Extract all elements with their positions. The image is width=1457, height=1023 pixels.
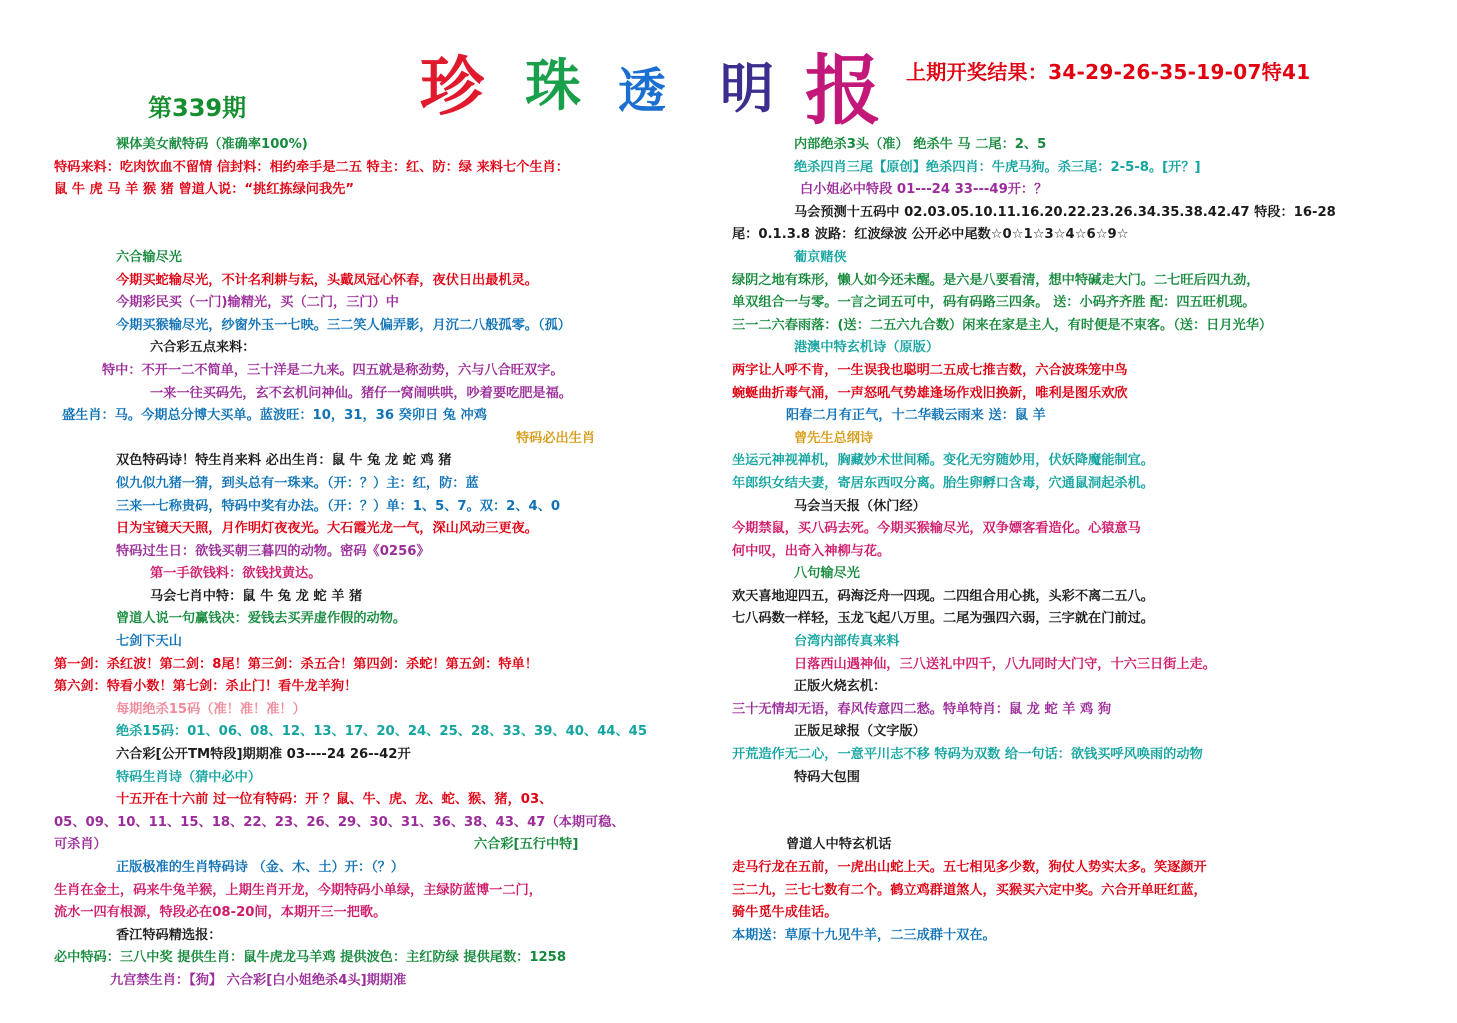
right-line: 何中叹，出奇入神柳与花。 — [732, 543, 891, 559]
right-line: 日落西山遇神仙，三八送礼中四千，八九同时大门守，十六三日街上走。 — [794, 656, 1216, 672]
right-line: 三二九，三七七数有二个。鹤立鸡群道煞人，买猴买六定中奖。六合开单旺红蓝， — [732, 882, 1207, 898]
wuxing-label: 六合彩[五行中特] — [474, 837, 579, 853]
left-line: 今期买蛇输尽光，不计名利耕与耘，头戴凤冠心怀春，夜伏日出最机灵。 — [116, 272, 538, 288]
right-line: 三十无情却无语，春风传意四二愁。特单特肖：鼠 龙 蛇 羊 鸡 狗 — [732, 701, 1112, 717]
left-line: 裸体美女献特码（准确率100%) — [116, 137, 308, 152]
issue-number: 第339期 — [148, 94, 247, 122]
left-line: 第六剑：特看小数！第七剑：杀止门！看牛龙羊狗！ — [54, 679, 358, 695]
left-line: 特码来料：吃肉饮血不留情 信封料：相约牵手是二五 特主：红、防：绿 来料七个生肖： — [54, 159, 569, 175]
left-line: 特码生肖诗（猜中必中） — [116, 769, 262, 785]
left-line: 05、09、10、11、15、18、22、23、26、29、30、31、36、38、43、47（本期可稳、 — [54, 814, 625, 830]
left-line: 特中：不开一二不简单，三十洋是二九来。四五就是称劲势，六与八合旺双字。 — [102, 362, 564, 378]
left-line: 日为宝镜天天照，月作明灯夜夜光。大石霞光龙一气，深山风动三更夜。 — [116, 521, 538, 537]
left-line: 三来一七称贵码，特码中奖有办法。（开：？）单：1、5、7。双：2、4、0 — [116, 498, 561, 514]
right-line: 马会预测十五码中 02.03.05.10.11.16.20.22.23.26.34.35.38.42.47 特段：16-28 — [794, 204, 1336, 220]
right-line: 港澳中特玄机诗（原版） — [794, 340, 940, 356]
masthead-char-2: 珠 — [525, 53, 581, 119]
right-line: 葡京赌侠 — [794, 249, 847, 265]
left-line: 必中特码：三八中奖 提供生肖：鼠牛虎龙马羊鸡 提供波色：主红防绿 提供尾数：1258 — [54, 950, 567, 966]
right-line: 特码大包围 — [794, 769, 860, 785]
left-line: 六合彩[公开TM特段]期期准 03----24 26--42开 — [116, 747, 411, 763]
right-line: 正版足球报（文字版） — [794, 724, 926, 740]
right-line: 绝杀四肖三尾【原创】绝杀四肖：牛虎马狗。杀三尾：2-5-8。[开？] — [794, 159, 1201, 175]
last-result: 上期开奖结果：34-29-26-35-19-07特41 — [906, 60, 1311, 84]
right-column — [732, 134, 1412, 947]
right-line: 曾先生总纲诗 — [794, 430, 874, 446]
left-line: 每期绝杀15码（准！准！准！） — [116, 701, 306, 717]
left-line: 可杀肖） 六合彩[五行中特] — [54, 834, 694, 857]
masthead-char-3: 透 — [618, 63, 667, 119]
right-line: 三一二六春雨落：(送：二五六九合数）闲来在家是主人，有时便是不束客。（送：日月光华） — [732, 317, 1273, 333]
right-line: 坐运元神视禅机，胸藏妙术世间稀。变化无穷随妙用，伏妖降魔能制宜。 — [732, 453, 1154, 469]
left-line: 第一手欲钱料：欲钱找黄达。 — [150, 566, 322, 582]
right-line: 两字让人呼不肯，一生误我也聪明二五成七推吉数，六合波珠笼中鸟 — [732, 362, 1128, 378]
masthead — [420, 28, 890, 135]
right-line: 马会当天报（休门经） — [794, 498, 926, 514]
left-line — [54, 202, 694, 225]
left-line: 绝杀15码：01、06、08、12、13、17、20、24、25、28、33、39、40、44、45 — [116, 724, 648, 740]
right-line: 阳春二月有正气，十二华载云雨来 送：鼠 羊 — [786, 408, 1046, 424]
left-line: 生肖在金土，码来牛兔羊猴，上期生肖开龙，今期特码小单绿，主绿防蓝博一二门， — [54, 882, 542, 898]
right-line: 尾：0.1.3.8 波路：红波绿波 公开必中尾数☆0☆1☆3☆4☆6☆9☆ — [732, 227, 1129, 243]
right-line: 白小姐必中特段 01---24 33---49开：？ — [800, 182, 1048, 198]
right-line: 台湾内部传真来料 — [794, 634, 900, 650]
right-line — [732, 812, 1412, 835]
left-line: 香江特码精选报： — [116, 927, 222, 943]
left-line — [54, 224, 694, 247]
left-line: 六合彩五点来料： — [150, 340, 256, 356]
right-line: 绿阴之地有珠形，懒人如今还未醒。是六是八要看清，想中特碱走大门。二七旺后四九劲， — [732, 272, 1260, 288]
left-line: 鼠 牛 虎 马 羊 猴 猪 曾道人说：“挑红拣绿问我先” — [54, 182, 355, 198]
left-column — [54, 134, 694, 993]
right-line: 欢天喜地迎四五，码海泛舟一四现。二四组合用心挑，头彩不离二五八。 — [732, 588, 1154, 604]
left-line: 正版极准的生肖特码诗 （金、木、土）开：（？） — [116, 860, 405, 875]
right-line: 曾道人中特玄机话 — [786, 837, 892, 853]
right-line: 蜿蜒曲折毒气涌，一声怒吼气势雄逢场作戏旧换新，唯利是图乐欢欣 — [732, 385, 1128, 401]
masthead-char-4: 明 — [720, 56, 774, 120]
left-line: 六合输尽光 — [116, 249, 182, 265]
right-line: 今期禁鼠，买八码去死。今期买猴输尽光，双争嫖客看造化。心猿意马 — [732, 521, 1141, 537]
left-line: 盛生肖：马。今期总分博大买单。蓝波旺：10，31，36 癸卯日 兔 冲鸡 — [62, 408, 487, 424]
right-line: 正版火烧玄机： — [794, 679, 887, 695]
left-line: 一来一往买码先，玄不玄机问神仙。猪仔一窝闹哄哄，吵着要吃肥是福。 — [150, 385, 572, 401]
right-line: 骑牛觅牛成佳话。 — [732, 905, 838, 921]
masthead-char-5: 报 — [805, 46, 881, 135]
left-line: 特码过生日：欲钱买朝三暮四的动物。密码《0256》 — [116, 543, 430, 559]
left-line: 曾道人说一句赢钱决：爱钱去买弄虚作假的动物。 — [116, 611, 407, 627]
masthead-char-1: 珍 — [420, 50, 484, 125]
left-line: 今期彩民买（一门)输精光，买（二门，三门）中 — [116, 295, 399, 311]
right-line: 八句输尽光 — [794, 566, 860, 582]
left-line: 今期买猴输尽光，纱窗外玉一七映。三二笑人偏弄影，月沉二八般孤零。（孤） — [116, 317, 571, 333]
left-line: 流水一四有根源，特段必在08-20间，本期开三一把歌。 — [54, 905, 387, 921]
right-line — [732, 789, 1412, 812]
right-line: 单双组合一与零。一言之词五可中，码有码路三四条。 送：小码齐齐胜 配：四五旺机现。 — [732, 295, 1256, 311]
right-line: 七八码数一样轻，玉龙飞起八万里。二尾为强四六弱，三字就在门前过。 — [732, 611, 1154, 627]
right-line: 走马行龙在五前，一虎出山蛇上天。五七相见多少数，狗仗人势实太多。笑逐颜开 — [732, 860, 1207, 875]
right-line: 内部绝杀3头（准） 绝杀牛 马 二尾：2、5 — [794, 137, 1047, 152]
right-line: 开荒造作无二心，一意平川志不移 特码为双数 给一句话：欲钱买呼风唤雨的动物 — [732, 747, 1203, 763]
left-line: 七剑下天山 — [116, 634, 182, 650]
left-line: 马会七肖中特：鼠 牛 兔 龙 蛇 羊 猪 — [150, 588, 363, 604]
left-line: 特码必出生肖 — [516, 430, 596, 446]
left-line: 十五开在十六前 过一位有特码：开 ？鼠、牛、虎、龙、蛇、猴、猪，03、 — [116, 792, 553, 808]
left-line: 双色特码诗！特生肖来料 必出生肖：鼠 牛 兔 龙 蛇 鸡 猪 — [116, 453, 452, 469]
left-line: 第一剑：杀红波！第二剑：8尾！第三剑：杀五合！第四剑：杀蛇！第五剑：特单！ — [54, 656, 538, 672]
left-line: 似九似九猪一猜，到头总有一珠来。（开：？）主：红，防：蓝 — [116, 475, 479, 491]
right-line: 本期送：草原十九见牛羊，二三成群十双在。 — [732, 927, 996, 943]
right-line: 年郎织女结夫妻，寄居东西叹分离。胎生卵孵口含毒，穴通鼠洞起杀机。 — [732, 475, 1154, 491]
left-line: 九宫禁生肖：【狗】 六合彩[白小姐绝杀4头]期期准 — [110, 972, 407, 988]
